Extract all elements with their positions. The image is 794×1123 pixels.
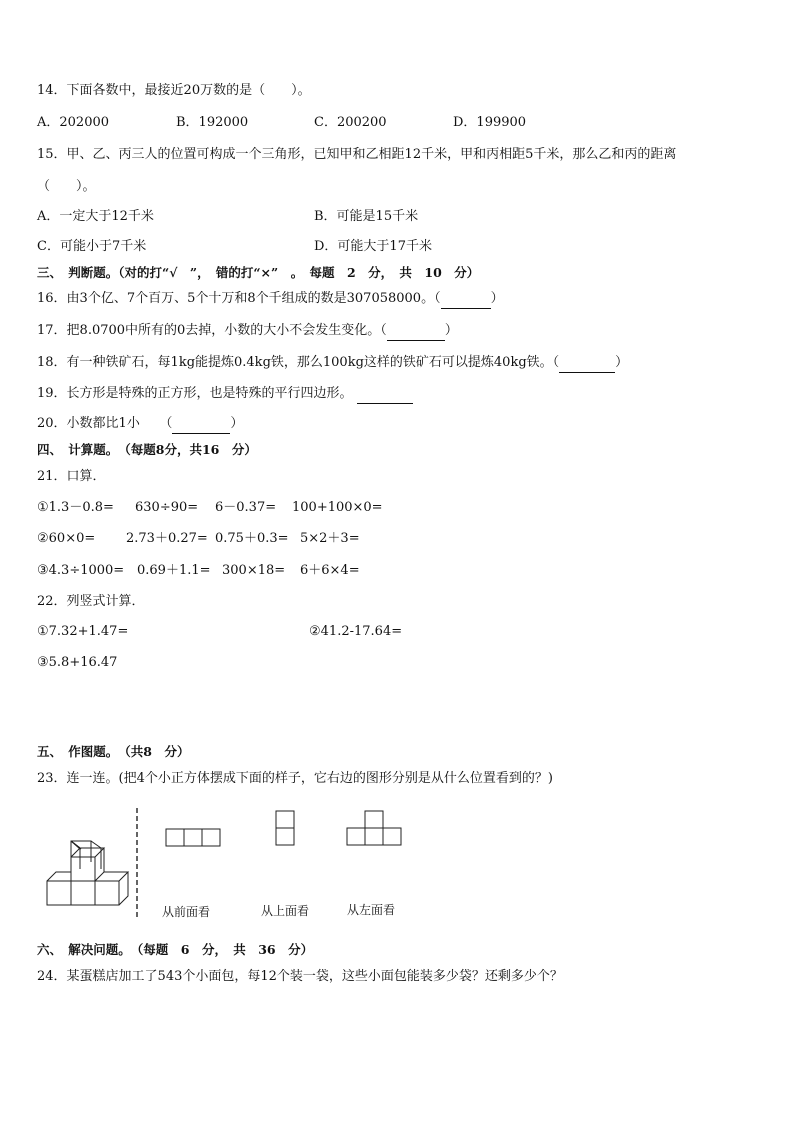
q18-text: 18．有一种铁矿石，每1kg能提炼0.4kg铁，那么100kg这样的铁矿石可以提炼40kg铁。（ xyxy=(37,355,560,370)
q14-option-a: A．202000 xyxy=(37,115,110,130)
q22-item1: ①7.32+1.47= xyxy=(37,624,129,639)
q20-close: ） xyxy=(230,416,244,431)
q16-close: ） xyxy=(490,291,504,306)
q21-row3-item1: ③4.3÷1000= xyxy=(37,563,125,578)
q18-close: ） xyxy=(615,355,629,370)
q19-answer-blank[interactable] xyxy=(357,385,413,404)
q15-option-a: A．一定大于12千米 xyxy=(37,209,154,224)
label-top-view: 从上面看 xyxy=(261,904,310,918)
q16-answer-blank[interactable] xyxy=(441,290,491,309)
q14-option-b: B．192000 xyxy=(176,115,249,130)
view-left-shape xyxy=(347,811,401,845)
q19-text: 19．长方形是特殊的正方形，也是特殊的平行四边形。 xyxy=(37,386,353,401)
q21-row2-item2: 2.73＋0.27= xyxy=(126,531,208,546)
q15-option-c: C．可能小于7千米 xyxy=(37,239,147,254)
q21-row3-item2: 0.69＋1.1= xyxy=(137,563,211,578)
q15-option-d: D．可能大于17千米 xyxy=(314,239,432,254)
q20 xyxy=(37,415,243,434)
q21-row1-item1: ①1.3－0.8= xyxy=(37,500,114,515)
q21-row2-item4: 5×2＋3= xyxy=(300,531,360,546)
q15-stem-continued: （ ）。 xyxy=(37,179,96,194)
cube-stack-drawing xyxy=(47,841,128,905)
q20-text: 20．小数都比1小 （ xyxy=(37,416,173,431)
q22-item2: ②41.2-17.64= xyxy=(309,624,403,639)
section-3-heading: 三、 判断题。（对的打“√ ”， 错的打“×” 。 每题 2 分， 共 10 分） xyxy=(37,265,480,280)
q21-stem: 21．口算． xyxy=(37,469,106,484)
q21-row2-item1: ②60×0= xyxy=(37,531,96,546)
q18-answer-blank[interactable] xyxy=(559,354,615,373)
q21-row1-item3: 6－0.37= xyxy=(215,500,277,515)
section-4-heading: 四、 计算题。 （每题8分，共16 分） xyxy=(37,442,257,457)
q21-row1-item4: 100+100×0= xyxy=(292,500,383,515)
q17-text: 17．把8.0700中所有的0去掉，小数的大小不会发生变化。（ xyxy=(37,323,387,338)
q19 xyxy=(37,385,413,404)
q23-stem: 23．连一连。(把4个小正方体摆成下面的样子，它右边的图形分别是从什么位置看到的？) xyxy=(37,771,553,786)
q16 xyxy=(37,290,504,309)
q14-option-c: C．200200 xyxy=(314,115,387,130)
q17-close: ） xyxy=(444,323,458,338)
q21-row2-item3: 0.75＋0.3= xyxy=(215,531,289,546)
q17-answer-blank[interactable] xyxy=(387,322,445,341)
q24-text: 24．某蛋糕店加工了543个小面包，每12个装一袋，这些小面包能装多少袋？还剩多少个？ xyxy=(37,969,563,984)
view-top-shape xyxy=(276,811,294,845)
view-front-shape xyxy=(166,829,220,846)
q20-answer-blank[interactable] xyxy=(172,415,230,434)
q22-item3: ③5.8+16.47 xyxy=(37,655,118,670)
q21-row3-item4: 6＋6×4= xyxy=(300,563,360,578)
q14-option-d: D．199900 xyxy=(453,115,527,130)
section-6-heading: 六、 解决问题。 （每题 6 分， 共 36 分） xyxy=(37,942,314,957)
q15-stem: 15．甲、乙、丙三人的位置可构成一个三角形，已知甲和乙相距12千米，甲和丙相距5千米，那么乙和丙的距离 xyxy=(37,147,677,162)
q21-row1-item2: 630÷90= xyxy=(135,500,199,515)
section-5-heading: 五、 作图题。 （共8 分） xyxy=(37,744,190,759)
label-front-view: 从前面看 xyxy=(162,905,211,919)
q21-row3-item3: 300×18= xyxy=(222,563,286,578)
q16-text: 16．由3个亿、7个百万、5个十万和8个千组成的数是307058000。（ xyxy=(37,291,441,306)
q18 xyxy=(37,354,628,373)
q14-stem: 14．下面各数中，最接近20万数的是（ ）。 xyxy=(37,83,311,98)
q15-option-b: B．可能是15千米 xyxy=(314,209,419,224)
q17 xyxy=(37,322,458,341)
label-left-view: 从左面看 xyxy=(347,903,396,917)
q22-stem: 22．列竖式计算． xyxy=(37,594,145,609)
